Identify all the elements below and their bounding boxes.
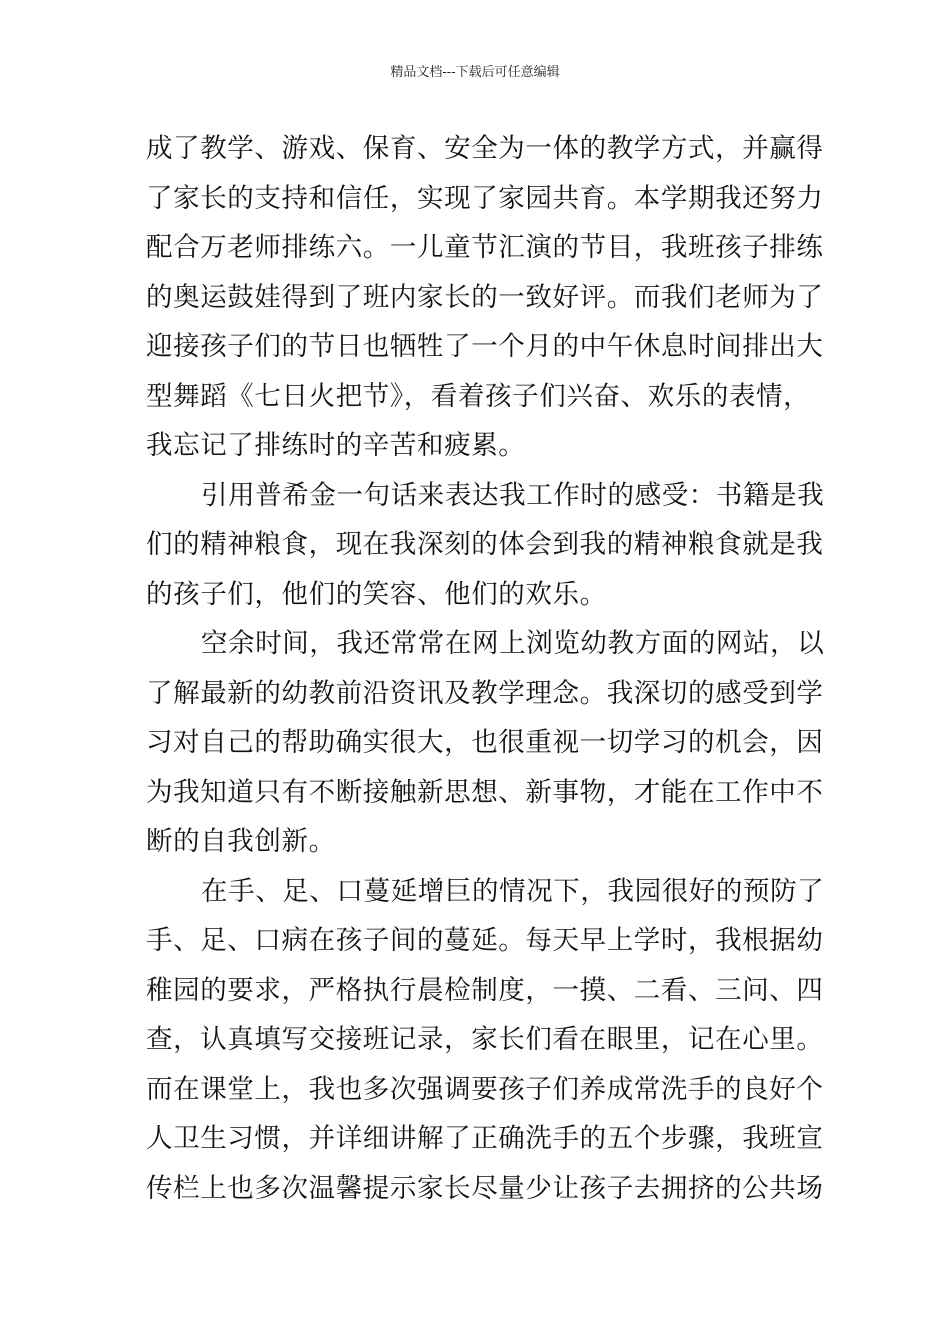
text-line: 习对自己的帮助确实很大，也很重视一切学习的机会，因 xyxy=(146,727,824,758)
text-line: 了家长的支持和信任，实现了家园共育。本学期我还努力 xyxy=(146,182,824,214)
paragraph-start-line: 在手、足、口蔓延增巨的情况下，我园很好的预防了 xyxy=(201,875,825,907)
text-line: 我忘记了排练时的辛苦和疲累。 xyxy=(146,430,526,461)
text-line: 配合万老师排练六。一儿童节汇演的节目，我班孩子排练 xyxy=(146,232,824,263)
text-line: 传栏上也多次温馨提示家长尽量少让孩子去拥挤的公共场 xyxy=(146,1172,824,1204)
text-line: 的奥运鼓娃得到了班内家长的一致好评。而我们老师为了 xyxy=(146,281,824,313)
text-line: 了解最新的幼教前沿资讯及教学理念。我深切的感受到学 xyxy=(146,677,824,709)
text-line: 手、足、口病在孩子间的蔓延。每天早上学时，我根据幼 xyxy=(146,925,824,956)
text-line: 迎接孩子们的节日也牺牲了一个月的中午休息时间排出大 xyxy=(146,331,824,362)
text-line: 的孩子们，他们的笑容、他们的欢乐。 xyxy=(146,578,607,610)
text-line: 稚园的要求，严格执行晨检制度，一摸、二看、三问、四 xyxy=(146,974,824,1006)
text-line: 人卫生习惯，并详细讲解了正确洗手的五个步骤，我班宣 xyxy=(146,1123,824,1154)
text-line: 查，认真填写交接班记录，家长们看在眼里，记在心里。 xyxy=(146,1024,824,1055)
text-line: 成了教学、游戏、保育、安全为一体的教学方式，并赢得 xyxy=(146,133,824,164)
text-line: 为我知道只有不断接触新思想、新事物，才能在工作中不 xyxy=(146,776,824,808)
text-line: 们的精神粮食，现在我深刻的体会到我的精神粮食就是我 xyxy=(146,529,824,560)
paragraph-start-line: 空余时间，我还常常在网上浏览幼教方面的网站，以 xyxy=(201,628,825,659)
text-line: 断的自我创新。 xyxy=(146,826,336,857)
paragraph-start-line: 引用普希金一句话来表达我工作时的感受：书籍是我 xyxy=(201,479,825,511)
text-line: 型舞蹈《七日火把节》，看着孩子们兴奋、欢乐的表情， xyxy=(146,380,811,412)
document-body xyxy=(146,124,825,1213)
page-header: 精品文档---下载后可任意编辑 xyxy=(390,65,560,80)
text-line: 而在课堂上，我也多次强调要孩子们养成常洗手的良好个 xyxy=(146,1073,824,1105)
